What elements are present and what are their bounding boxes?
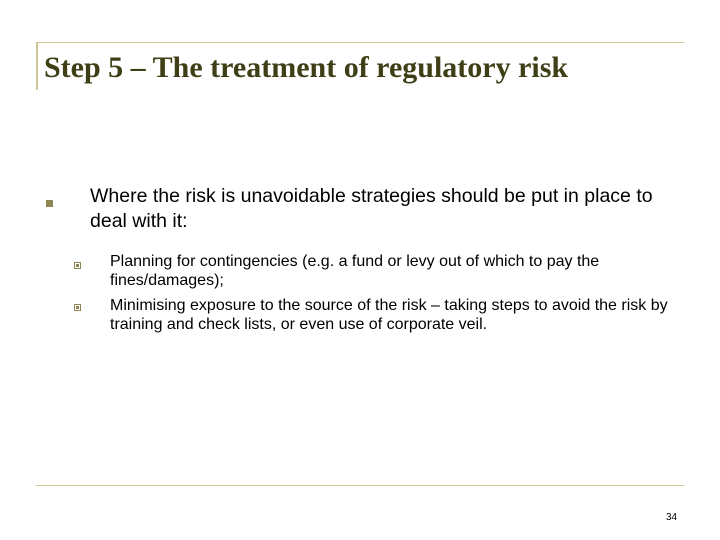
sub-bullet-text: Minimising exposure to the source of the risk – taking steps to avoid the risk by training and check lists, or even use of corporate veil.: [110, 297, 668, 333]
sub-bullet-text: Planning for contingencies (e.g. a fund or levy out of which to pay the fines/damages);: [110, 253, 600, 289]
slide-title: Step 5 – The treatment of regulatory risk: [44, 51, 569, 84]
square-bullet-icon: [46, 200, 53, 207]
main-bullet-text: Where the risk is unavoidable strategies should be put in place to deal with it:: [90, 185, 653, 232]
title-left-rule: [36, 42, 38, 90]
page-number: 34: [666, 512, 678, 523]
title-top-rule: [36, 42, 684, 43]
hollow-square-bullet-icon: [74, 262, 81, 269]
hollow-square-bullet-icon: [74, 304, 81, 311]
footer-rule: [36, 485, 684, 486]
